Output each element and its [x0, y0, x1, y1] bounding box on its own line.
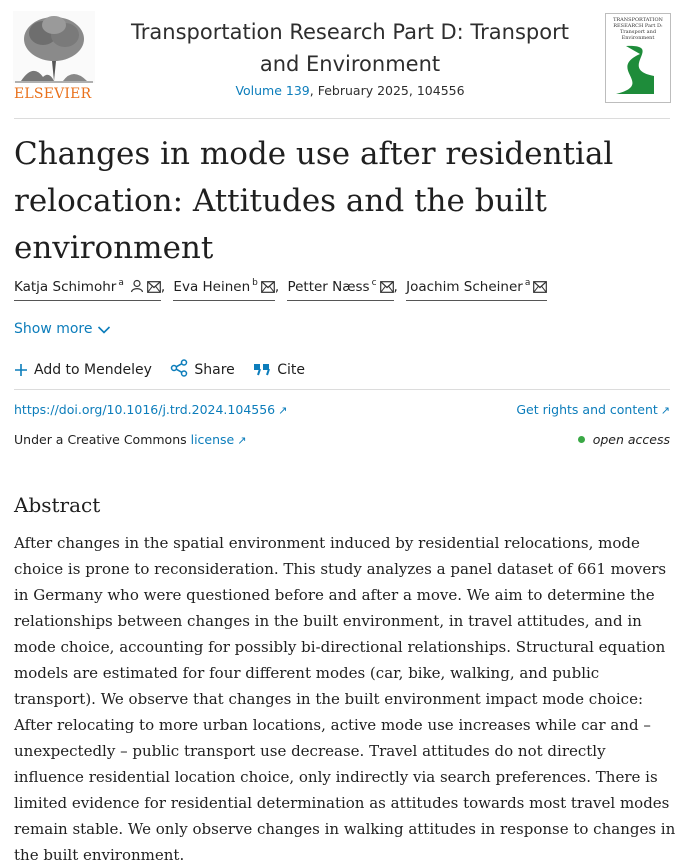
author-link[interactable] [287, 278, 393, 301]
mail-icon [533, 281, 547, 297]
mail-icon [380, 281, 394, 297]
affiliation-marker: a [524, 278, 531, 288]
license-link[interactable] [191, 432, 247, 447]
doi-text: https://doi.org/10.1016/j.trd.2024.104556 [14, 402, 276, 417]
open-access-dot-icon [578, 436, 585, 443]
chevron-down-icon [97, 325, 111, 335]
share-icon [170, 359, 188, 377]
volume-link[interactable]: Volume 139 [235, 83, 310, 98]
author-link[interactable] [14, 278, 161, 301]
quote-icon [253, 363, 271, 377]
actions-divider [14, 389, 670, 390]
issue-details: , February 2025, 104556 [309, 83, 465, 98]
add-to-mendeley-button[interactable] [14, 362, 152, 378]
issue-info [110, 83, 590, 98]
get-rights-link[interactable] [516, 402, 670, 417]
share-label: Share [194, 362, 235, 378]
publisher-name: ELSEVIER [14, 86, 92, 102]
abstract-heading: Abstract [14, 493, 101, 517]
show-more-label: Show more [14, 321, 93, 337]
article-actions [14, 359, 319, 378]
author-name: Petter Næss [287, 279, 370, 295]
journal-cover[interactable] [605, 13, 671, 103]
license-statement [14, 432, 246, 447]
cover-graphic [606, 14, 670, 102]
license-prefix: Under a Creative Commons [14, 432, 191, 447]
affiliation-marker: c [371, 278, 377, 288]
author-link[interactable] [173, 278, 274, 301]
mendeley-label: Add to Mendeley [34, 362, 152, 378]
doi-link[interactable] [14, 402, 287, 417]
cover-title: TRANSPORTATION RESEARCH Part D: Transport and Environment [613, 17, 663, 41]
license-link-text: license [190, 432, 235, 447]
cite-label: Cite [277, 362, 306, 378]
show-more-button[interactable] [14, 321, 111, 337]
affiliation-marker: a [118, 278, 124, 288]
header-divider [14, 118, 670, 119]
author-list: Katja Schimohr $^a$ , Eva Heinen $^b$ , Petter Næss $^c$ , Joachim Scheiner $^a$ [14, 278, 547, 301]
open-access-label: open access [592, 432, 670, 447]
journal-header [0, 0, 681, 118]
mail-icon [147, 281, 161, 297]
article-title: Changes in mode use after residential relocation: Attitudes and the built environment [14, 136, 614, 266]
author-name: Katja Schimohr [14, 279, 117, 295]
rights-text: Get rights and content [516, 402, 658, 417]
journal-title[interactable]: Transportation Research Part D: Transport and Environment [131, 20, 569, 76]
affiliation-marker: b [252, 278, 258, 288]
open-access-badge [578, 432, 670, 447]
mail-icon [261, 281, 275, 297]
author-name: Eva Heinen [173, 279, 251, 295]
cite-button[interactable] [253, 362, 305, 378]
person-icon [130, 279, 144, 297]
plus-icon [14, 363, 28, 377]
abstract-text: After changes in the spatial environment induced by residential relocations, mode choice is prone to reconsideration. This study analyzes a panel dataset of 661 movers in Germany who were questioned before and after a move. We aim to determine the relationships between changes in the built environment, in travel attitudes, and in mode choice, accounting for possibly bi-directional relationships. Structural equation models are estimated for four different modes (car, bike, walking, and public transport). We observe that changes in the built environment impact mode choice: After relocating to more urban locations, active mode use increases while car and – unexpectedly – public transport use decrease. Travel attitudes do not directly influence residential location choice, only indirectly via search preferences. There is limited evidence for residential determination as attitudes towards most travel modes remain stable. We only observe changes in walking attitudes in response to changes in the built environment. [14, 534, 676, 864]
share-button[interactable] [170, 359, 234, 378]
external-arrow-icon: ↗ [278, 404, 288, 417]
external-arrow-icon: ↗ [237, 434, 247, 447]
author-link[interactable] [406, 278, 547, 301]
external-arrow-icon: ↗ [660, 404, 670, 417]
author-name: Joachim Scheiner [406, 279, 523, 295]
